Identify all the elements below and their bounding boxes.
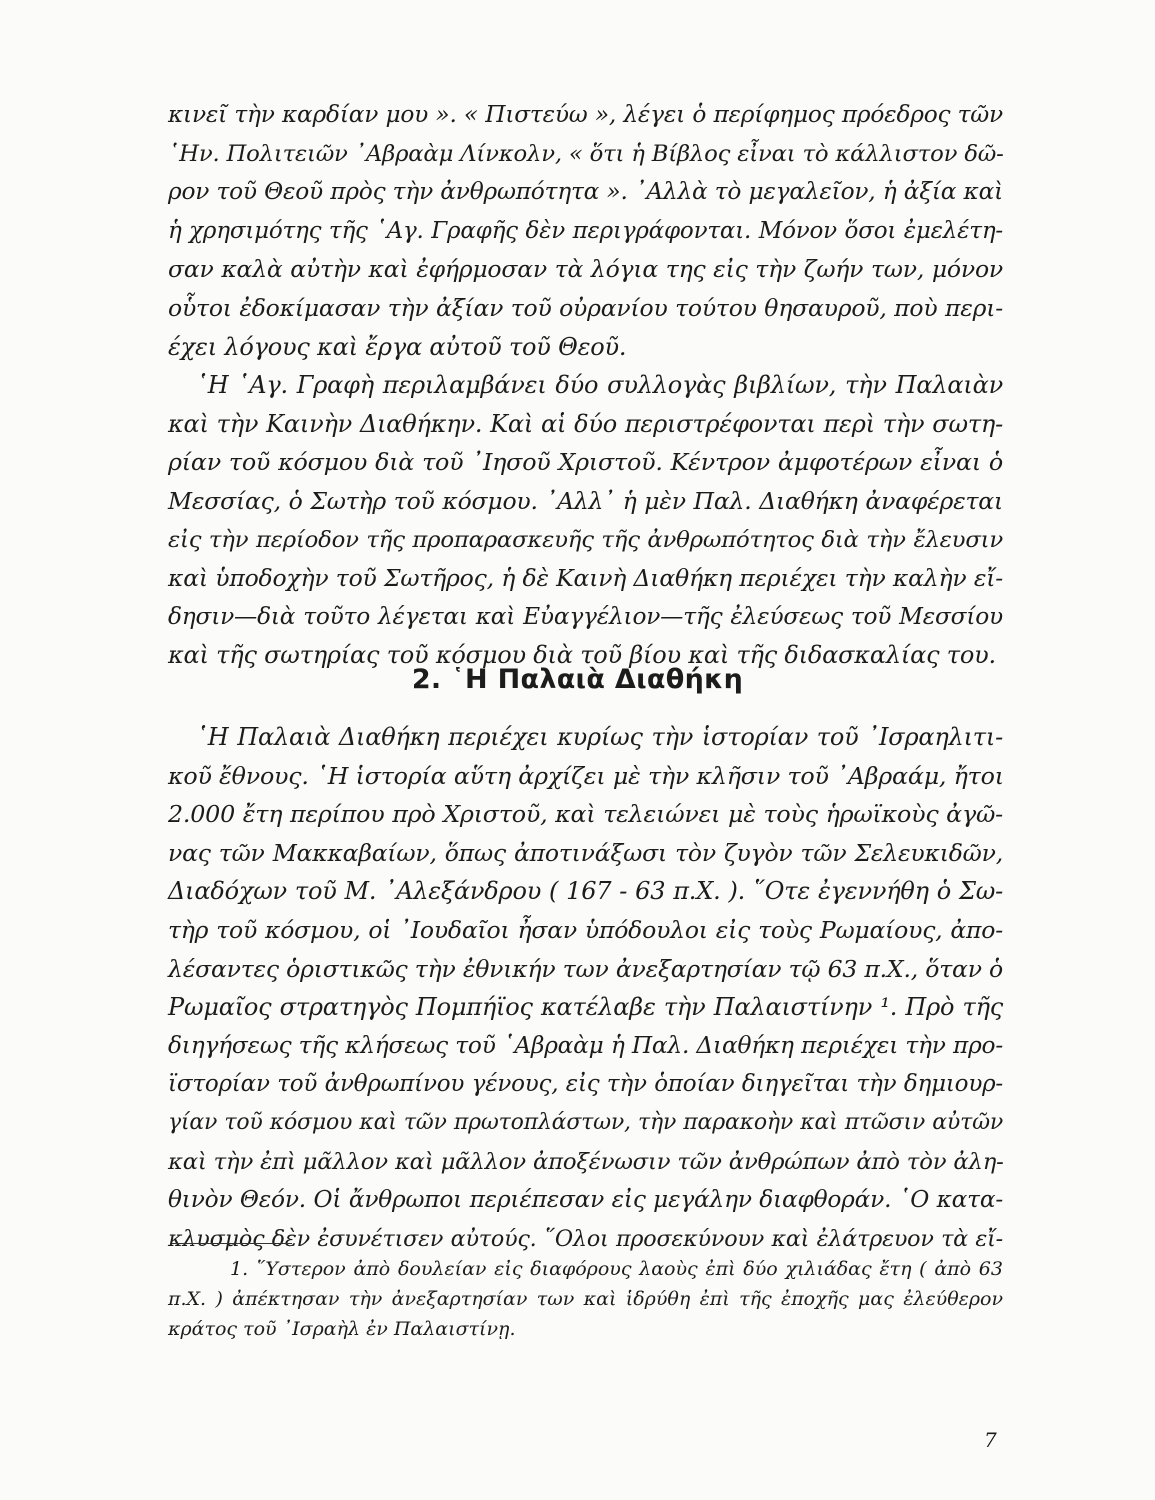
text-line: σαν καλὰ αὐτὴν καὶ ἐφήρμοσαν τὰ λόγια της εἰς τὴν ζωήν των, μόνον bbox=[168, 255, 1003, 284]
footnote-line: π.Χ. ) ἀπέκτησαν τὴν ἀνεξαρτησίαν των καὶ ἱδρύθη ἐπὶ τῆς ἐποχῆς μας ἐλεύθερον bbox=[168, 1288, 1003, 1310]
text-line: τὴρ τοῦ κόσμου, οἱ ᾿Ιουδαῖοι ἦσαν ὑπόδουλοι εἰς τοὺς Ρωμαίους, ἀπο- bbox=[168, 915, 1003, 944]
text-line: ρον τοῦ Θεοῦ πρὸς τὴν ἀνθρωπότητα ». ᾿Αλλὰ τὸ μεγαλεῖον, ἡ ἀξία καὶ bbox=[168, 178, 1003, 206]
text-line: κοῦ ἔθνους. ῾Η ἱστορία αὕτη ἀρχίζει μὲ τὴν κλῆσιν τοῦ ᾿Αβραάμ, ἤτοι bbox=[168, 761, 1004, 790]
text-line: καὶ τὴν Καινὴν Διαθήκην. Καὶ αἱ δύο περιστρέφονται περὶ τὴν σωτη- bbox=[168, 409, 1003, 438]
footnote-line: 1. ῞Υστερον ἀπὸ δουλείαν εἰς διαφόρους λαοὺς ἐπὶ δύο χιλιάδας ἔτη ( ἀπὸ 63 bbox=[230, 1258, 1003, 1280]
text-line: κλυσμὸς δὲν ἐσυνέτισεν αὐτούς. ῞Ολοι προσεκύνουν καὶ ἐλάτρευον τὰ εἴ- bbox=[168, 1225, 1003, 1252]
footnote-line: κράτος τοῦ ᾿Ισραὴλ ἐν Παλαιστίνῃ. bbox=[168, 1318, 516, 1340]
text-line: ἡ χρησιμότης τῆς ῾Αγ. Γραφῆς δὲν περιγράφονται. Μόνον ὅσοι ἐμελέτη- bbox=[168, 217, 1003, 244]
text-line: Διαδόχων τοῦ Μ. ᾿Αλεξάνδρου ( 167 - 63 π.Χ. ). ῞Οτε ἐγεννήθη ὁ Σω- bbox=[168, 877, 1003, 906]
text-line: 2.000 ἔτη περίπου πρὸ Χριστοῦ, καὶ τελειώνει μὲ τοὺς ἡρωϊκοὺς ἀγῶ- bbox=[168, 800, 1003, 829]
text-line: καὶ ὑποδοχὴν τοῦ Σωτῆρος, ἡ δὲ Καινὴ Διαθήκη περιέχει τὴν καλὴν εἴ- bbox=[168, 564, 1003, 593]
text-line: καὶ τῆς σωτηρίας τοῦ κόσμου διὰ τοῦ βίου καὶ τῆς διδασκαλίας του. bbox=[168, 641, 996, 670]
text-line: Ρωμαῖος στρατηγὸς Πομπήϊος κατέλαβε τὴν Παλαιστίνην ¹. Πρὸ τῆς bbox=[168, 993, 1003, 1022]
text-line: καὶ τὴν ἐπὶ μᾶλλον καὶ μᾶλλον ἀποξένωσιν τῶν ἀνθρώπων ἀπὸ τὸν ἀλη- bbox=[168, 1148, 1004, 1175]
text-line: ρίαν τοῦ κόσμου διὰ τοῦ ᾿Ιησοῦ Χριστοῦ. Κέντρον ἀμφοτέρων εἶναι ὁ bbox=[168, 448, 1003, 477]
text-line: οὗτοι ἐδοκίμασαν τὴν ἀξίαν τοῦ οὐρανίου τούτου θησαυροῦ, ποὺ περι- bbox=[168, 293, 1003, 322]
page-number: 7 bbox=[984, 1428, 997, 1452]
text-line: ῾Ην. Πολιτειῶν ᾿Αβραὰμ Λίνκολν, « ὅτι ἡ Βίβλος εἶναι τὸ κάλλιστον δῶ- bbox=[168, 140, 1004, 167]
text-line: κινεῖ τὴν καρδίαν μου ». « Πιστεύω », λέγει ὁ περίφημος πρόεδρος τῶν bbox=[168, 101, 1003, 128]
section-heading: 2. ῾Η Παλαιὰ Διαθήκη bbox=[411, 664, 744, 695]
text-line: νας τῶν Μακκαβαίων, ὅπως ἀποτινάξωσι τὸν ζυγὸν τῶν Σελευκιδῶν, bbox=[168, 838, 1003, 867]
text-line: έχει λόγους καὶ ἔργα αὐτοῦ τοῦ Θεοῦ. bbox=[168, 332, 627, 361]
text-line: ῾Η Παλαιὰ Διαθήκη περιέχει κυρίως τὴν ἱστορίαν τοῦ ᾿Ισραηλιτι- bbox=[196, 723, 1003, 751]
text-line: δησιν—διὰ τοῦτο λέγεται καὶ Εὐαγγέλιον—τῆς ἐλεύσεως τοῦ Μεσσίου bbox=[168, 602, 1003, 630]
text-line: ῾Η ῾Αγ. Γραφὴ περιλαμβάνει δύο συλλογὰς βιβλίων, τὴν Παλαιὰν bbox=[196, 371, 1003, 400]
text-line: Μεσσίας, ὁ Σωτὴρ τοῦ κόσμου. ᾿Αλλ᾿ ἡ μὲν Παλ. Διαθήκη ἀναφέρεται bbox=[168, 486, 1003, 515]
footnote-divider bbox=[172, 1243, 292, 1244]
text-line: διηγήσεως τῆς κλήσεως τοῦ ῾Αβραὰμ ἡ Παλ. Διαθήκη περιέχει τὴν προ- bbox=[168, 1031, 1003, 1059]
text-line: ϊστορίαν τοῦ ἀνθρωπίνου γένους, εἰς τὴν ὁποίαν διηγεῖται τὴν δημιουρ- bbox=[168, 1071, 1003, 1098]
text-line: εἰς τὴν περίοδον τῆς προπαρασκευῆς τῆς ἀνθρωπότητος διὰ τὴν ἔλευσιν bbox=[168, 526, 1003, 553]
paragraph-intro bbox=[168, 96, 1003, 675]
text-line: λέσαντες ὁριστικῶς τὴν ἐθνικήν των ἀνεξαρτησίαν τῷ 63 π.Χ., ὅταν ὁ bbox=[168, 954, 1003, 983]
paragraph-old-testament bbox=[168, 718, 1003, 1258]
text-line: θινὸν Θεόν. Οἱ ἄνθρωποι περιέπεσαν εἰς μεγάλην διαφθοράν. ῾Ο κατα- bbox=[168, 1186, 1003, 1214]
text-line: γίαν τοῦ κόσμου καὶ τῶν πρωτοπλάστων, τὴν παρακοὴν καὶ πτῶσιν αὐτῶν bbox=[168, 1109, 1003, 1135]
footnote bbox=[168, 1254, 1003, 1344]
